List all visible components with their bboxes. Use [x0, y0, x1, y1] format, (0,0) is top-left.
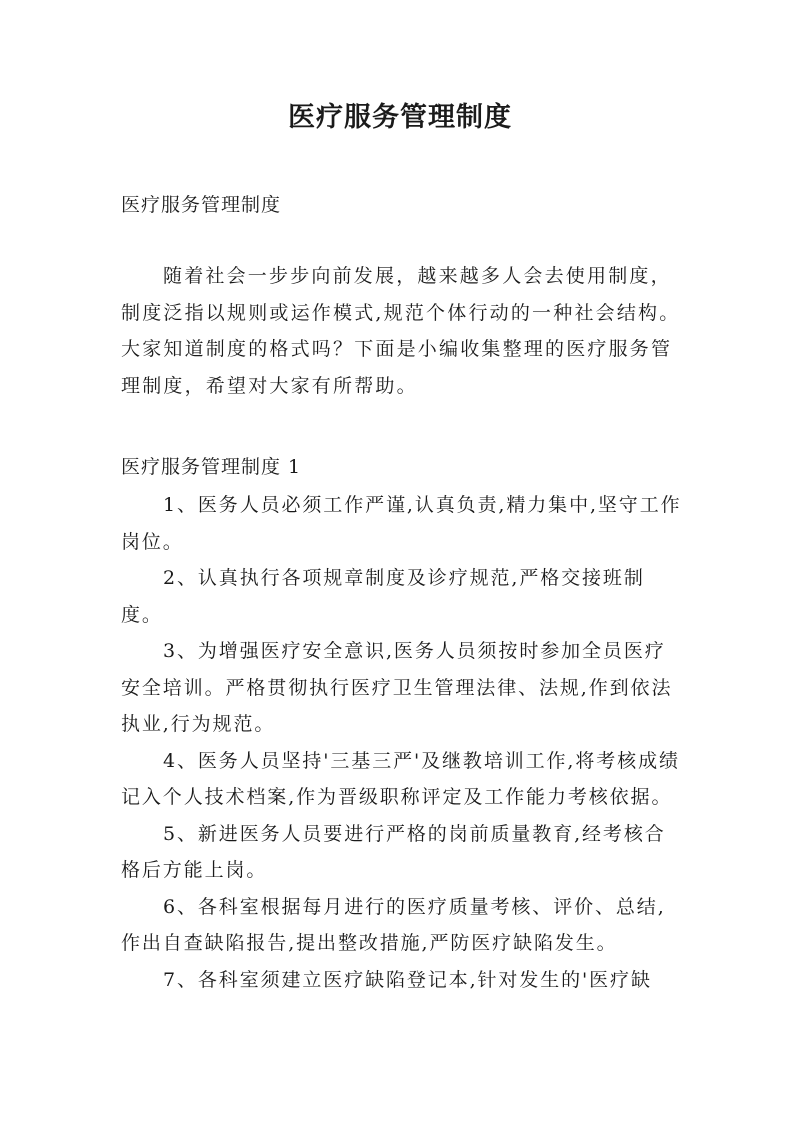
rule-item: 4、医务人员坚持'三基三严'及继教培训工作,将考核成绩记入个人技术档案,作为晋级职称评定及工作能力考核依据。: [121, 749, 680, 808]
rule-item: 6、各科室根据每月进行的医疗质量考核、评价、总结,作出自查缺陷报告,提出整改措施,严防医疗缺陷发生。: [121, 895, 666, 954]
rule-item: 1、医务人员必须工作严谨,认真负责,精力集中,坚守工作岗位。: [121, 494, 682, 553]
intro-paragraph: 随着社会一步步向前发展，越来越多人会去使用制度，制度泛指以规则或运作模式,规范个体行动的一种社会结构。大家知道制度的格式吗？下面是小编收集整理的医疗服务管理制度，希望对大家有所帮助。: [121, 265, 681, 397]
rule-item: 7、各科室须建立医疗缺陷登记本,针对发生的'医疗缺: [163, 968, 652, 991]
document-subtitle: 医疗服务管理制度: [121, 194, 282, 216]
rule-item: 3、为增强医疗安全意识,医务人员须按时参加全员医疗安全培训。严格贯彻执行医疗卫生管理法律、法规,作到依法执业,行为规范。: [121, 640, 673, 735]
rule-item: 2、认真执行各项规章制度及诊疗规范,严格交接班制度。: [121, 567, 645, 626]
document-title: 医疗服务管理制度: [288, 102, 512, 133]
rules-list: [121, 487, 683, 998]
rule-item: 5、新进医务人员要进行严格的岗前质量教育,经考核合格后方能上岗。: [121, 822, 666, 881]
section-heading: 医疗服务管理制度 1: [121, 456, 302, 478]
